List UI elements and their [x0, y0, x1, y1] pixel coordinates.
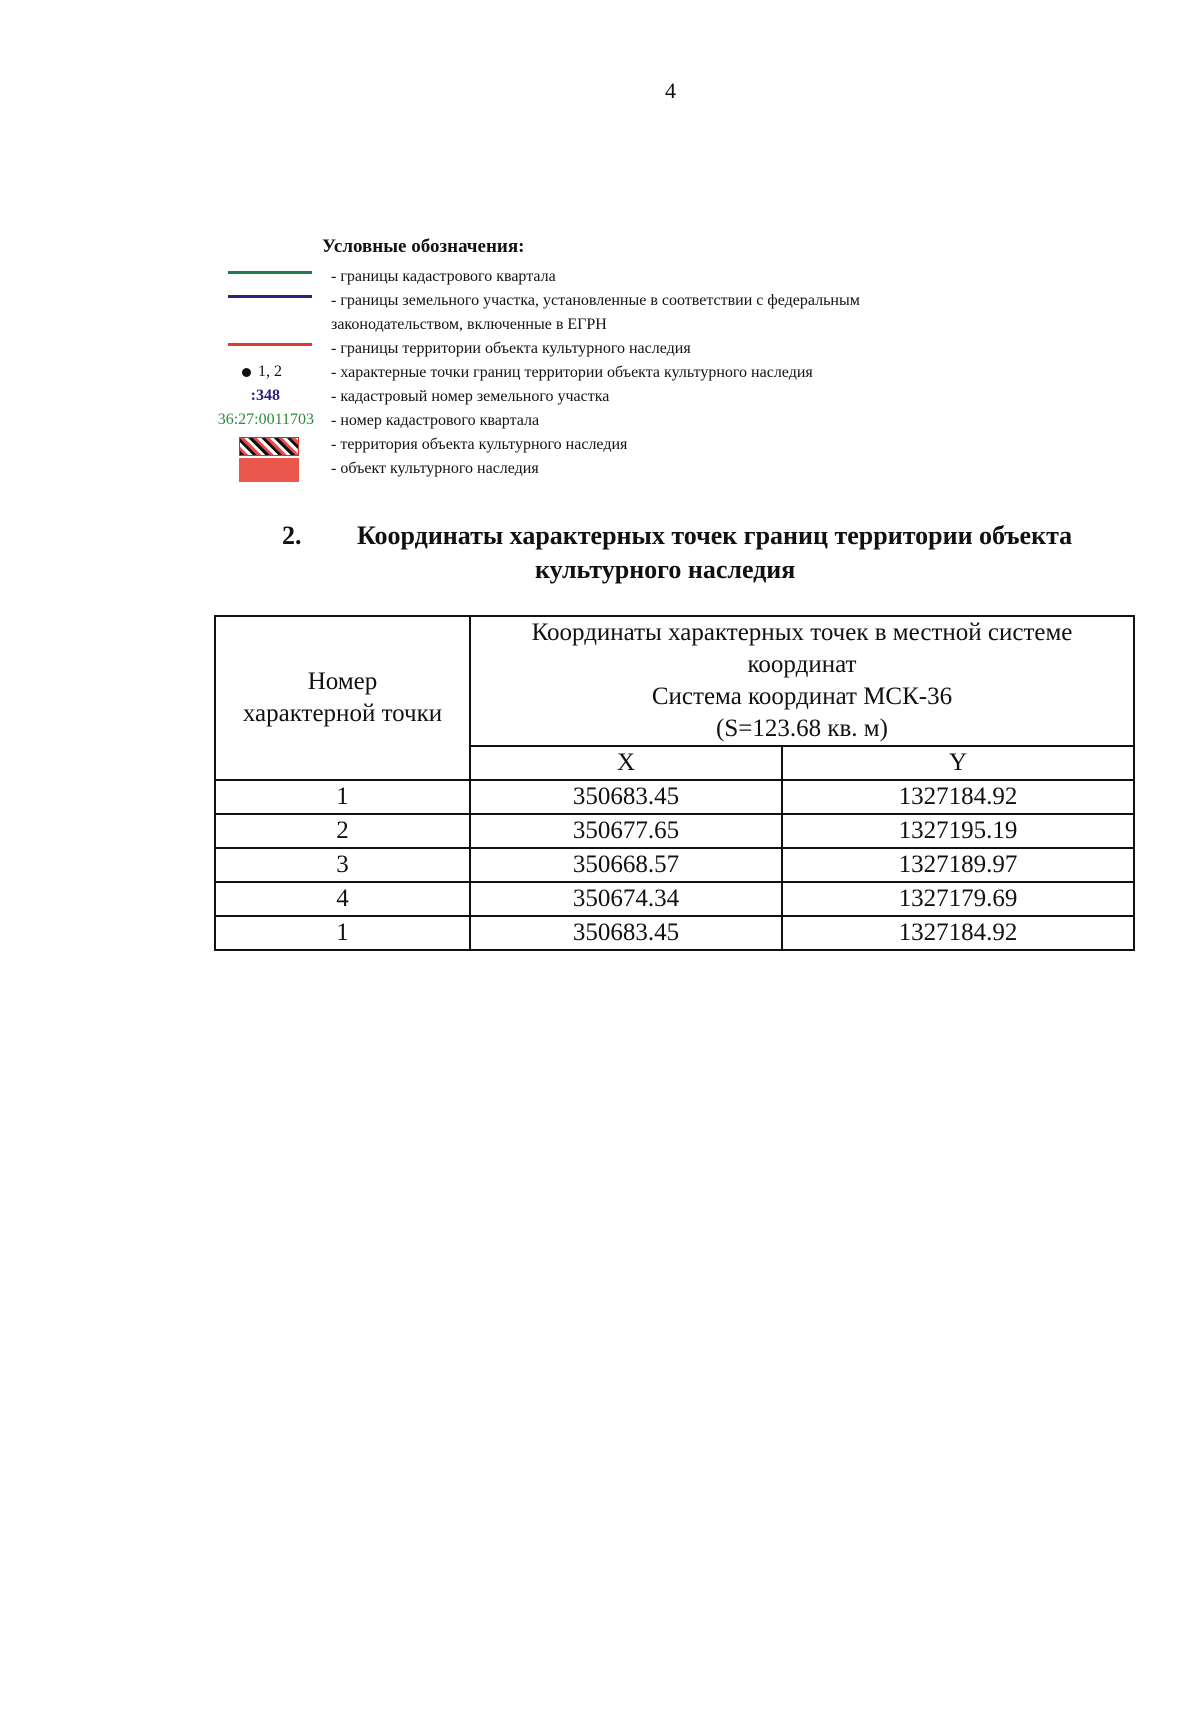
legend-item-quarter-boundary: - границы кадастрового квартала	[200, 266, 1100, 289]
legend-item-quarter-number: 36:27:0011703 - номер кадастрового квартала	[217, 411, 540, 429]
header-coordinates: Координаты характерных точек в местной системе координат Система координат МСК-36 (S=123.68 кв. м)	[470, 616, 1134, 746]
table-row: 1 350683.45 1327184.92	[215, 916, 1134, 950]
legend-item-parcel-number: :348 - кадастровый номер земельного участка	[250, 387, 610, 405]
table-row: 4 350674.34 1327179.69	[215, 882, 1134, 916]
coordinates-table	[214, 615, 1135, 951]
legend-item-characteristic-points: 1, 2 - характерные точки границ территории объекта культурного наследия	[200, 362, 1100, 385]
legend-item-heritage-boundary: - границы территории объекта культурного наследия	[200, 338, 1100, 361]
section-title-line1: Координаты характерных точек границ территории объекта	[357, 521, 1073, 550]
table-row: 2 350677.65 1327195.19	[215, 814, 1134, 848]
legend-item-parcel-boundary-cont: законодательством, включенные в ЕГРН	[331, 316, 607, 333]
header-y: Y	[782, 746, 1134, 780]
blue-line-symbol	[228, 295, 312, 298]
legend-title: Условные обозначения:	[322, 236, 525, 257]
header-point-number: Номер характерной точки	[215, 616, 470, 780]
point-dot-icon	[242, 368, 251, 377]
green-line-symbol	[228, 271, 312, 274]
hatch-swatch-icon	[239, 437, 299, 456]
page-number: 4	[665, 78, 676, 103]
section-title-line2: культурного наследия	[535, 555, 796, 584]
section-number: 2.	[282, 521, 302, 550]
legend-item-heritage-territory: - территория объекта культурного наследия	[200, 434, 1100, 457]
table-row: 3 350668.57 1327189.97	[215, 848, 1134, 882]
red-fill-swatch-icon	[239, 458, 299, 482]
table-row: 1 350683.45 1327184.92	[215, 780, 1134, 814]
red-line-symbol	[228, 343, 312, 346]
legend-item-heritage-object: - объект культурного наследия	[200, 458, 1100, 481]
legend-item-parcel-boundary: - границы земельного участка, установленные в соответствии с федеральным	[200, 290, 1100, 313]
header-x: X	[470, 746, 782, 780]
